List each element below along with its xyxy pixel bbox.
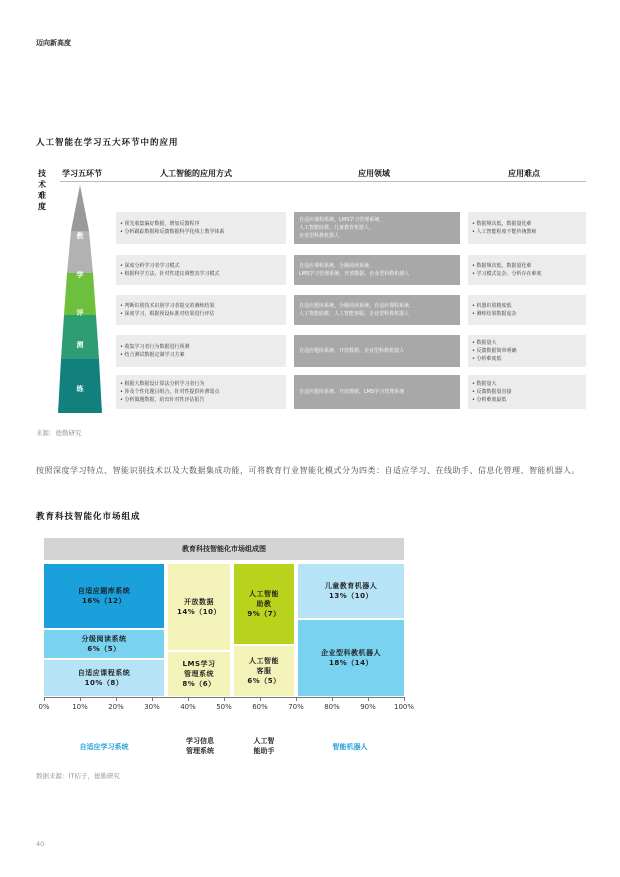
cell-pct: 9%（7）	[247, 610, 281, 618]
cell-name-line: LMS学习	[182, 660, 216, 668]
source-note-1: 来源：德勤研究	[36, 429, 82, 437]
category-line: 管理系统	[186, 747, 214, 755]
source-note-2: 数据来源：IT桔子，德勤研究	[36, 772, 120, 780]
treemap-cell-adaptive-question-bank	[44, 564, 164, 628]
category-adaptive-learning: 自适应学习系统	[79, 743, 129, 751]
col-head-field: 应用领域	[358, 169, 390, 178]
x-axis-tick	[152, 697, 153, 701]
table-row	[116, 212, 586, 244]
difficulty-cell	[468, 375, 586, 409]
section-title-market: 教育科技智能化市场组成	[36, 512, 141, 522]
cell-pct: 6%（5）	[87, 645, 121, 653]
cell-pct: 8%（6）	[182, 680, 216, 688]
fields-cell	[294, 295, 460, 325]
cell-name-line: 助教	[256, 600, 272, 608]
x-axis-tick-label: 60%	[252, 703, 268, 711]
method-item: • 收集学习者行为数据进行预测	[120, 343, 282, 351]
cell-name: 分级阅读系统	[81, 635, 127, 643]
cell-name: 自适应课程系统	[77, 669, 131, 677]
cell-pct: 16%（12）	[82, 597, 126, 605]
vlabel-char: 难	[38, 191, 46, 200]
vlabel-char: 度	[38, 202, 46, 211]
difficulty-cell	[468, 255, 586, 285]
pyramid-label-learn: 学	[76, 271, 84, 279]
cell-pct: 10%（8）	[84, 679, 124, 687]
difficulty-item: • 人工智能程度不能传统教师	[472, 228, 582, 236]
field-line: 自适应课程系统、LMS学习管理系统、	[299, 217, 385, 223]
field-line: 企业型科教机器人	[299, 233, 340, 239]
difficulty-item: • 数据频次低，数据量化难	[472, 220, 582, 228]
difficulty-item: • 反馈数据量直接	[472, 388, 582, 396]
category-smart-robot: 智能机器人	[332, 743, 368, 751]
x-axis-tick	[260, 697, 261, 701]
methods-cell	[116, 335, 286, 367]
treemap-cell-child-robot	[298, 564, 404, 618]
treemap-cell-ai-service	[234, 646, 294, 696]
difficulty-item: • 分析难度低	[472, 355, 582, 363]
pyramid-label-teach: 教	[76, 232, 84, 240]
x-axis-tick-label: 40%	[180, 703, 196, 711]
method-item: • 根据大数据设计算法分析学习者行为	[120, 380, 282, 388]
table-row	[116, 375, 586, 409]
table-row	[116, 335, 586, 367]
field-line: 人工智能助教、儿童教育机器人、	[299, 225, 375, 231]
x-axis-tick	[188, 697, 189, 701]
field-line: 自适应课程系统、分级阅读系统、	[299, 263, 375, 269]
cell-name-line: 人工智能	[249, 590, 279, 598]
methods-cell	[116, 295, 286, 325]
x-axis-tick	[80, 697, 81, 701]
category-line: 学习信息	[186, 737, 214, 745]
x-axis-tick-label: 70%	[288, 703, 304, 711]
col-head-stage: 学习五环节	[62, 169, 102, 178]
header-divider	[60, 181, 586, 182]
category-line: 能助手	[253, 747, 275, 755]
x-axis-tick-label: 10%	[72, 703, 88, 711]
pyramid-label-evaluate: 评	[76, 309, 84, 317]
method-item: • 涉及个性化题目组合，针对性提供补薄弱点	[120, 388, 282, 396]
method-item: • 分析跟踪数据和反馈数据科学化线上教学体系	[120, 228, 282, 236]
category-ai-assistant	[254, 736, 275, 756]
treemap-cell-lms	[168, 652, 230, 696]
x-axis-tick	[368, 697, 369, 701]
learning-pyramid	[58, 185, 102, 413]
difficulty-item: • 测练结果数据庞杂	[472, 310, 582, 318]
col-head-difficulty: 应用难点	[508, 169, 540, 178]
x-axis-tick-label: 90%	[360, 703, 376, 711]
category-line: 人工智	[253, 737, 275, 745]
x-axis-tick-label: 30%	[144, 703, 160, 711]
methods-cell	[116, 212, 286, 244]
field-line: 人工智能助教、人工智能客服、企业型科教机器人	[299, 311, 410, 317]
methods-cell	[116, 375, 286, 409]
treemap-title: 教育科技智能化市场组成图	[44, 538, 404, 560]
page-number: 40	[36, 840, 45, 848]
page-header: 迈向新高度	[36, 39, 71, 47]
fields-cell	[294, 335, 460, 367]
vlabel-char: 术	[38, 180, 46, 189]
field-line: LMS学习管理系统、开放数据、企业型科教机器人	[299, 271, 410, 277]
x-axis-tick-label: 80%	[324, 703, 340, 711]
cell-pct: 6%（5）	[247, 677, 281, 685]
x-axis-tick-label: 0%	[38, 703, 50, 711]
pyramid-label-practice: 练	[76, 385, 84, 393]
treemap-cell-enterprise-robot	[298, 620, 404, 696]
x-axis-tick-label: 50%	[216, 703, 232, 711]
difficulty-item: • 分析难度最低	[472, 396, 582, 404]
difficulty-item: • 机器识别精度低	[472, 302, 582, 310]
x-axis-tick	[224, 697, 225, 701]
table-row	[116, 295, 586, 325]
body-paragraph: 按照深度学习特点、智能识别技术以及大数据集成功能，可将教育行业智能化模式分为四类：自适应学习、在线助手、信息化管理、智能机器人。	[36, 466, 580, 475]
pyramid-label-test: 测	[76, 341, 84, 349]
difficulty-cell	[468, 295, 586, 325]
cell-pct: 14%（10）	[177, 608, 221, 616]
x-axis-tick	[116, 697, 117, 701]
category-info-management	[186, 736, 214, 756]
cell-pct: 13%（10）	[329, 592, 373, 600]
x-axis-tick	[404, 697, 405, 701]
field-line: 自适应题库系统、分级阅读系统、自适应课程系统、	[299, 303, 415, 309]
vlabel-char: 技	[38, 169, 46, 178]
treemap-cell-adaptive-course	[44, 660, 164, 696]
difficulty-cell	[468, 335, 586, 367]
table-row	[116, 255, 586, 285]
x-axis-tick	[332, 697, 333, 701]
cell-pct: 18%（14）	[329, 659, 373, 667]
section-title-ai-learning: 人工智能在学习五大环节中的应用	[36, 138, 179, 148]
tech-difficulty-label	[36, 168, 48, 212]
cell-name-line: 客服	[256, 667, 272, 675]
method-item: • 判断识别技术识别学习者提交的测练结果	[120, 302, 282, 310]
col-head-method: 人工智能的应用方式	[160, 169, 232, 178]
difficulty-item: • 数据量大	[472, 380, 582, 388]
cell-name-line: 人工智能	[249, 657, 279, 665]
cell-name: 开放数据	[184, 598, 214, 606]
treemap-cell-graded-reading	[44, 630, 164, 658]
pyramid-segment-teach	[71, 185, 89, 231]
difficulty-cell	[468, 212, 586, 244]
method-item: • 预先收集偏好数据，增加反馈程序	[120, 220, 282, 228]
x-axis-tick	[44, 697, 45, 701]
cell-name-line: 管理系统	[184, 670, 214, 678]
difficulty-item: • 数据频次低，数据量化难	[472, 262, 582, 270]
methods-cell	[116, 255, 286, 285]
x-axis-tick	[296, 697, 297, 701]
fields-cell	[294, 375, 460, 409]
cell-name: 企业型科教机器人	[321, 649, 381, 657]
field-line: 自适应题库系统、开放数据、企业型科教机器人	[299, 348, 405, 354]
difficulty-item: • 学习模式复杂，分析存在难度	[472, 270, 582, 278]
fields-cell	[294, 255, 460, 285]
method-item: • 结合测试数据定制学习方案	[120, 351, 282, 359]
method-item: • 分析做题数据，给出针对性评估报告	[120, 396, 282, 404]
method-item: • 根据科学方法，针对性建议调整其学习模式	[120, 270, 282, 278]
treemap-cell-open-data	[168, 564, 230, 650]
method-item: • 深度学习，根据预设标准对结果进行评估	[120, 310, 282, 318]
fields-cell	[294, 212, 460, 244]
cell-name: 自适应题库系统	[77, 587, 131, 595]
method-item: • 深度分析学习者学习模式	[120, 262, 282, 270]
x-axis-tick-label: 100%	[393, 703, 415, 711]
cell-name: 儿童教育机器人	[324, 582, 378, 590]
pyramid-segment-test	[61, 315, 99, 359]
x-axis-tick-label: 20%	[108, 703, 124, 711]
difficulty-item: • 数据量大	[472, 339, 582, 347]
field-line: 自适应题库系统、开放数据、LMS学习管理系统	[299, 389, 405, 395]
treemap-cell-ai-assistant	[234, 564, 294, 644]
difficulty-item: • 反馈数据简单明确	[472, 347, 582, 355]
